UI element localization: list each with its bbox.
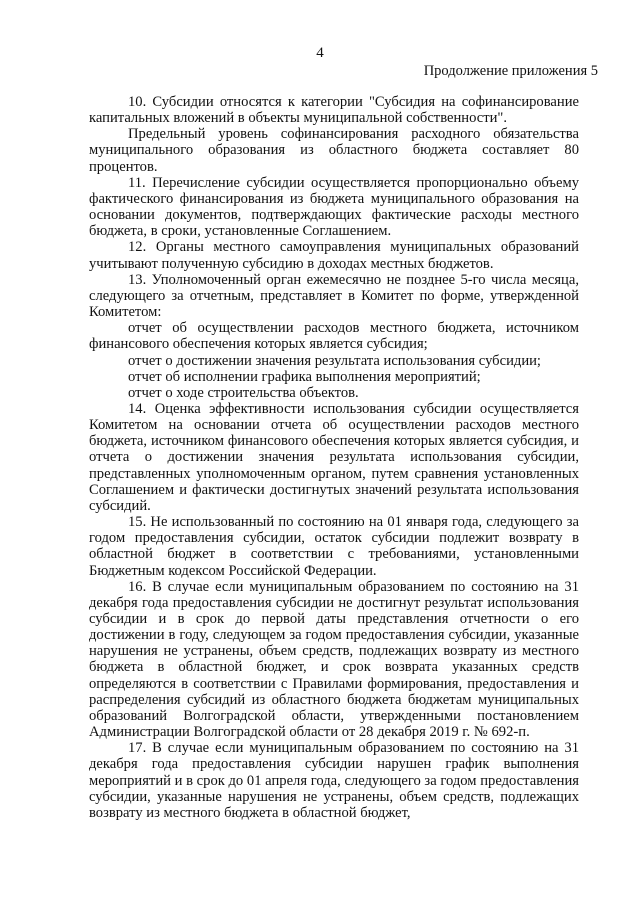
- paragraph-13: 13. Уполномоченный орган ежемесячно не позднее 5-го числа месяца, следующего за отчетным, представляет в Комитет по форме, утвержденной Комитетом:: [89, 271, 579, 321]
- appendix-continuation-note: Продолжение приложения 5: [423, 63, 598, 79]
- paragraph-cofinancing-limit: Предельный уровень софинансирования расходного обязательства муниципального образования из областного бюджета составляет 80 процентов.: [89, 126, 579, 175]
- report-item-result: отчет о достижении значения результата использования субсидии;: [128, 352, 541, 369]
- paragraph-12: 12. Органы местного самоуправления муниципальных образований учитывают полученную субсидию в доходах местных бюджетов.: [89, 239, 579, 272]
- paragraph-14: 14. Оценка эффективности использования субсидии осуществляется Комитетом на основании отчета об осуществлении расходов местного бюджета, источником финансового обеспечения которых является субсидия, и отчета о достижении значения результата использования субсидии, представленных уполномоченным органом, путем сравнения установленных Соглашением и фактически достигнутых значений результата использования субсидий.: [89, 400, 579, 514]
- paragraph-10: 10. Субсидии относятся к категории "Субсидия на софинансирование капитальных вложений в объекты муниципальной собственности".: [89, 94, 579, 127]
- paragraph-11: 11. Перечисление субсидии осуществляется пропорционально объему фактического финансирования из бюджета муниципального образования на основании документов, подтверждающих фактические расходы местного бюджета, в сроки, установленные Соглашением.: [89, 174, 579, 240]
- paragraph-17: 17. В случае если муниципальным образованием по состоянию на 31 декабря года предоставления субсидии нарушен график выполнения мероприятий и в срок до 01 апреля года, следующего за годом предоставления субсидии, указанные нарушения не устранены, объем средств, подлежащих возврату из местного бюджета в областной бюджет,: [89, 740, 579, 821]
- paragraph-16: 16. В случае если муниципальным образованием по состоянию на 31 декабря года предоставления субсидии не достигнут результат использования субсидии и в срок до первой даты представления отчетности о его достижении в году, следующем за годом предоставления субсидии, указанные нарушения не устранены, объем средств, подлежащих возврату из местного бюджета в областной бюджет, и срок возврата указанных средств определяются в соответствии с Правилами формирования, предоставления и распределения субсидий из областного бюджета бюджетам муниципальных образований Волгоградской области, утвержденными постановлением Администрации Волгоградской области от 28 декабря 2019 г. № 692-п.: [89, 578, 579, 741]
- report-item-construction: отчет о ходе строительства объектов.: [128, 384, 359, 401]
- document-body: [89, 94, 579, 821]
- paragraph-15: 15. Не использованный по состоянию на 01 января года, следующего за годом предоставления субсидии, остаток субсидии подлежит возврату в областной бюджет в соответствии с требованиями, установленными Бюджетным кодексом Российской Федерации.: [89, 514, 579, 579]
- report-item-schedule: отчет об исполнении графика выполнения мероприятий;: [128, 368, 481, 385]
- page-number: 4: [316, 45, 324, 61]
- report-item-expenses: отчет об осуществлении расходов местного бюджета, источником финансового обеспечения которых является субсидия;: [89, 320, 579, 353]
